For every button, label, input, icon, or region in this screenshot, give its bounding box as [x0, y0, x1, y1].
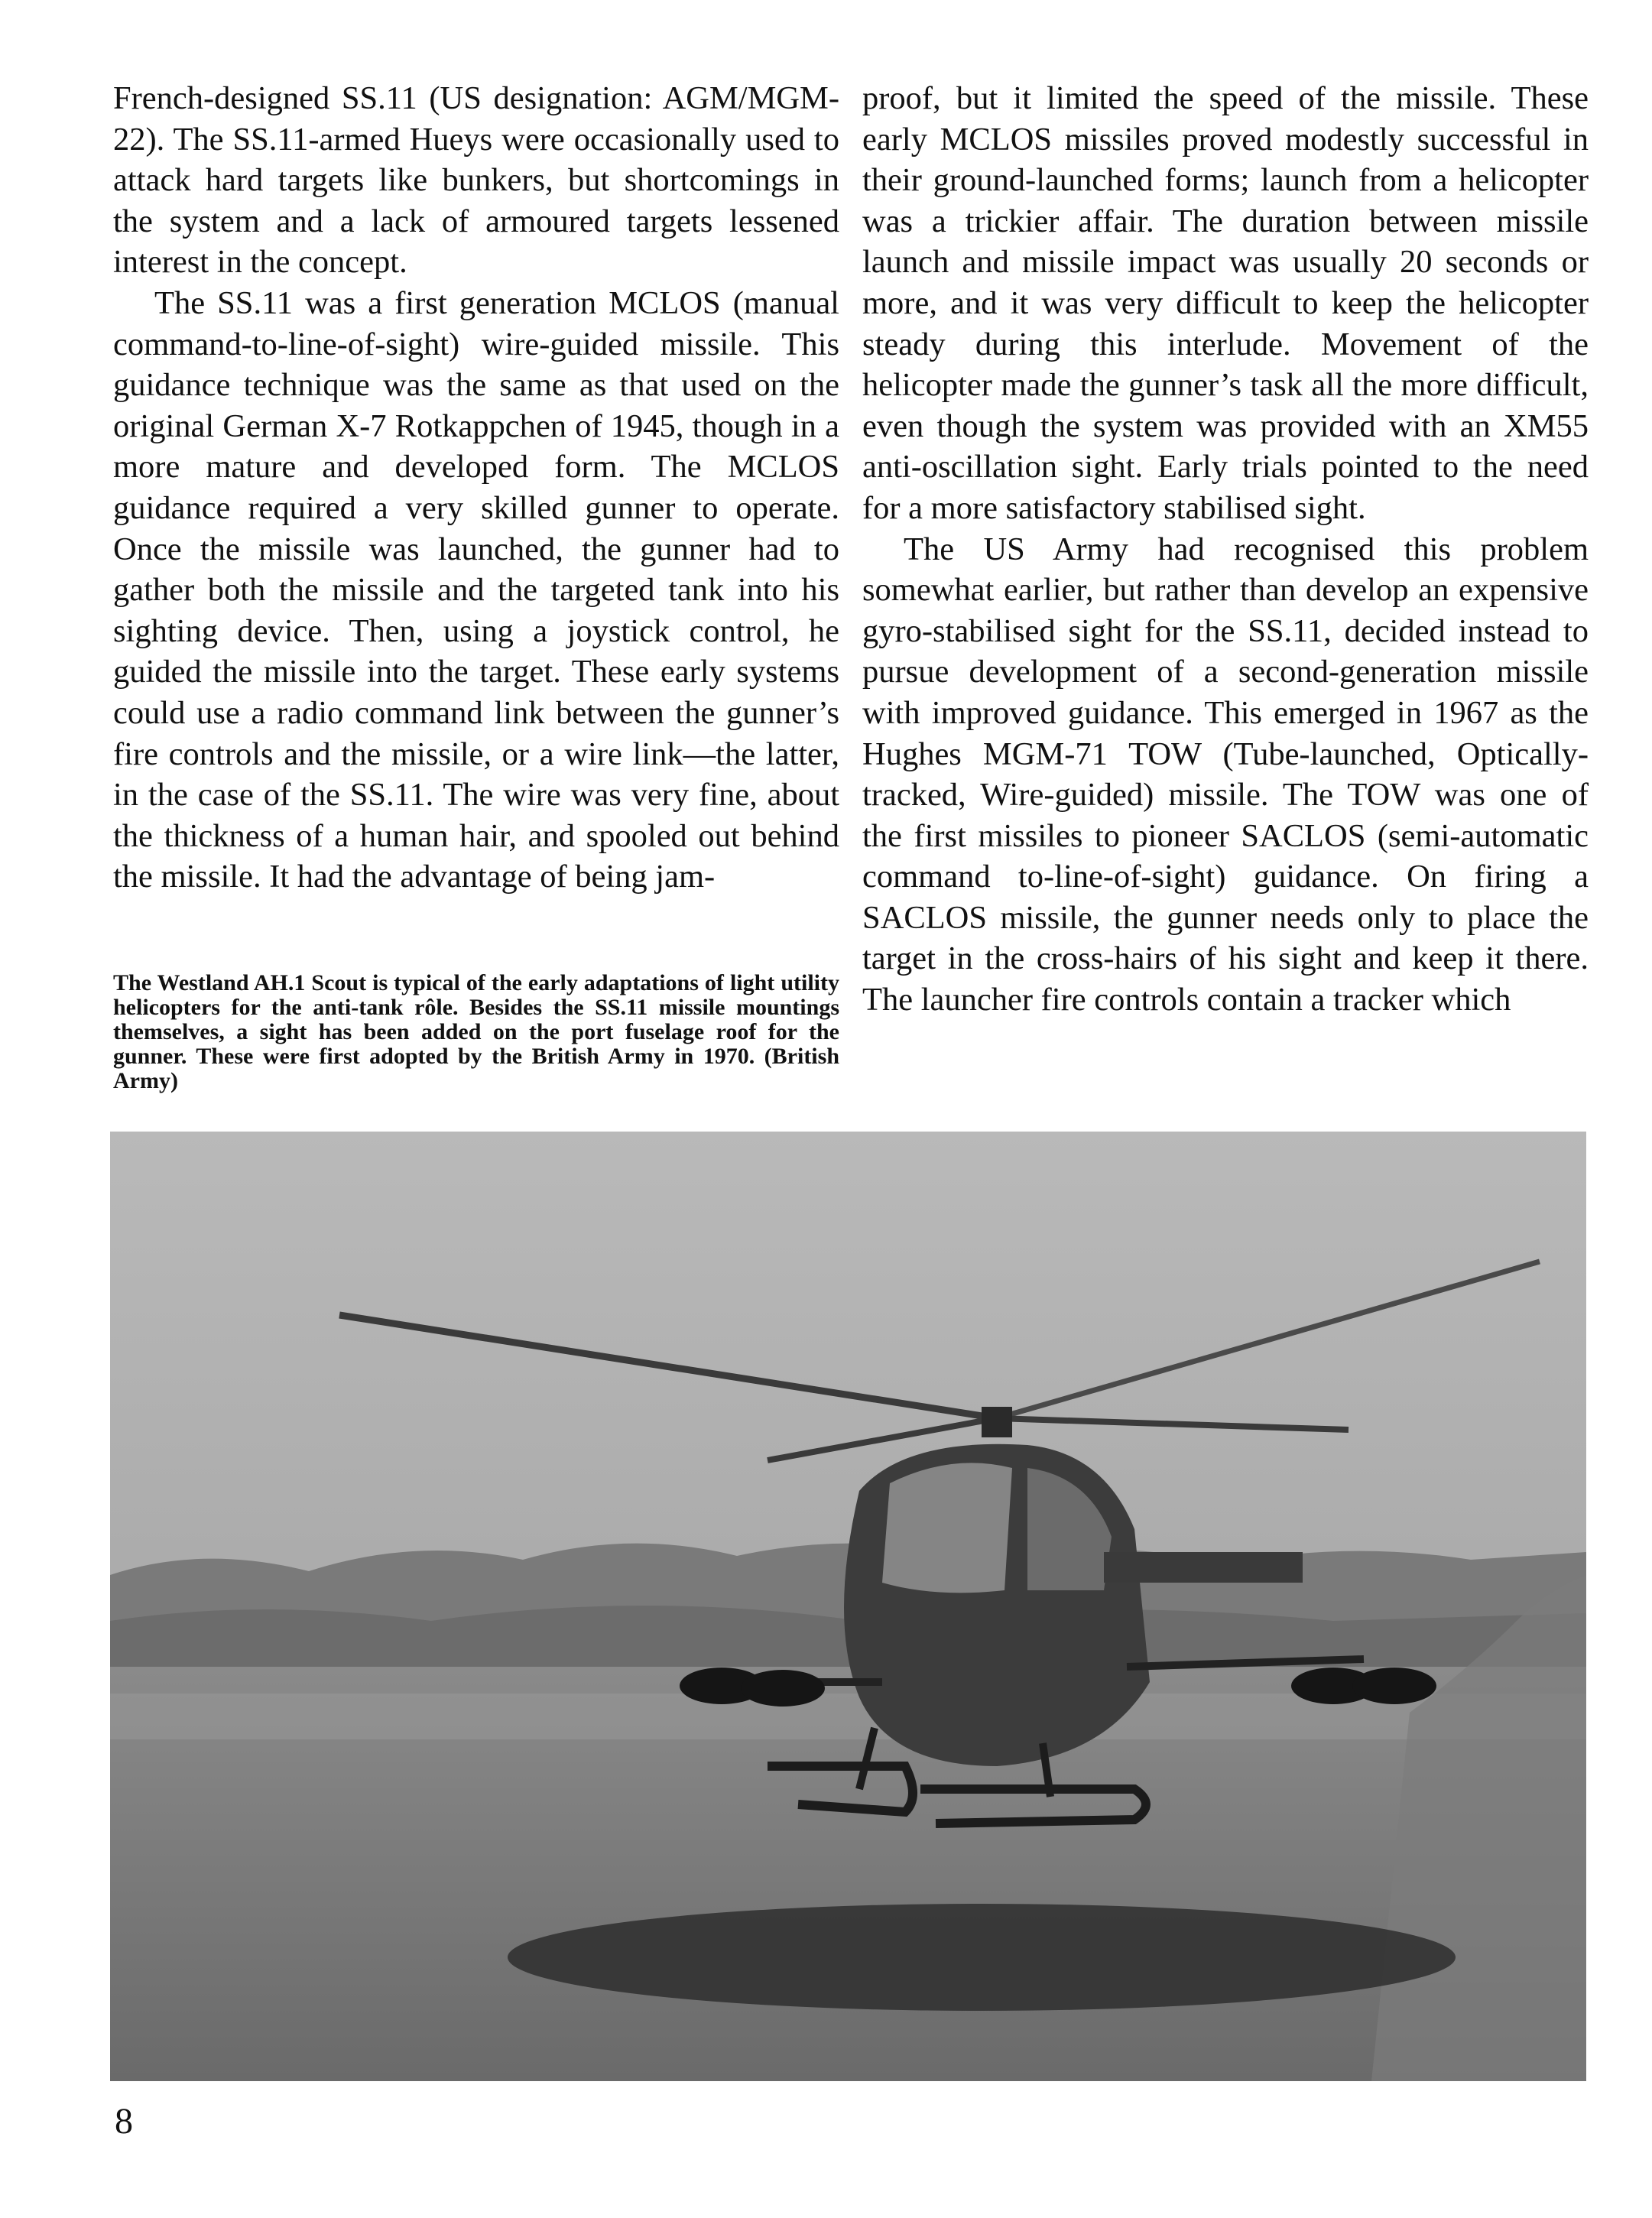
- left-paragraph-1: French-designed SS.11 (US designation: AGM/MGM-22). The SS.11-armed Hueys were occasionally used to attack hard targets like bunkers, but shortcomings in the system and a lack of armoured targets lessened interest in the concept.: [113, 80, 839, 281]
- helicopter-photo: [110, 1132, 1586, 2081]
- photo-caption: The Westland AH.1 Scout is typical of the early adaptations of light utility helicopters for the anti-tank rôle. Besides the SS.11 missile mountings themselves, a sight has been added on the port fuselage roof for the gunner. These were first adopted by the British Army in 1970. (British Army): [113, 970, 839, 1093]
- right-paragraph-1: proof, but it limited the speed of the missile. These early MCLOS missiles proved modestly successful in their ground-launched forms; launch from a helicopter was a trickier affair. The duration between missile launch and missile impact was usually 20 seconds or more, and it was very difficult to keep the helicopter steady during this interlude. Movement of the helicopter made the gunner’s task all the more difficult, even though the system was provided with an XM55 anti-oscillation sight. Early trials pointed to the need for a more satisfactory stabilised sight.: [862, 80, 1589, 526]
- right-text-column: [862, 78, 1589, 1021]
- right-paragraph-2: The US Army had recognised this problem somewhat earlier, but rather than develop an expensive gyro-stabilised sight for the SS.11, decided instead to pursue development of a second-generation missile with improved guidance. This emerged in 1967 as the Hughes MGM-71 TOW (Tube-launched, Optically-tracked, Wire-guided) missile. The TOW was one of the first missiles to pioneer SACLOS (semi-automatic command to-line-of-sight) guidance. On firing a SACLOS missile, the gunner needs only to place the target in the cross-hairs of his sight and keep it there. The launcher fire controls contain a tracker which: [862, 531, 1589, 1018]
- left-text-column: [113, 78, 839, 898]
- left-paragraph-2: The SS.11 was a first generation MCLOS (manual command-to-line-of-sight) wire-guided missile. This guidance technique was the same as that used on the original German X-7 Rotkappchen of 1945, though in a more mature and developed form. The MCLOS guidance required a very skilled gunner to operate. Once the missile was launched, the gunner had to gather both the missile and the targeted tank into his sighting device. Then, using a joystick control, he guided the missile into the target. These early systems could use a radio command link between the gunner’s fire controls and the missile, or a wire link—the latter, in the case of the SS.11. The wire was very fine, about the thickness of a human hair, and spooled out behind the missile. It had the advantage of being jam-: [113, 284, 839, 895]
- page-number: 8: [115, 2101, 133, 2142]
